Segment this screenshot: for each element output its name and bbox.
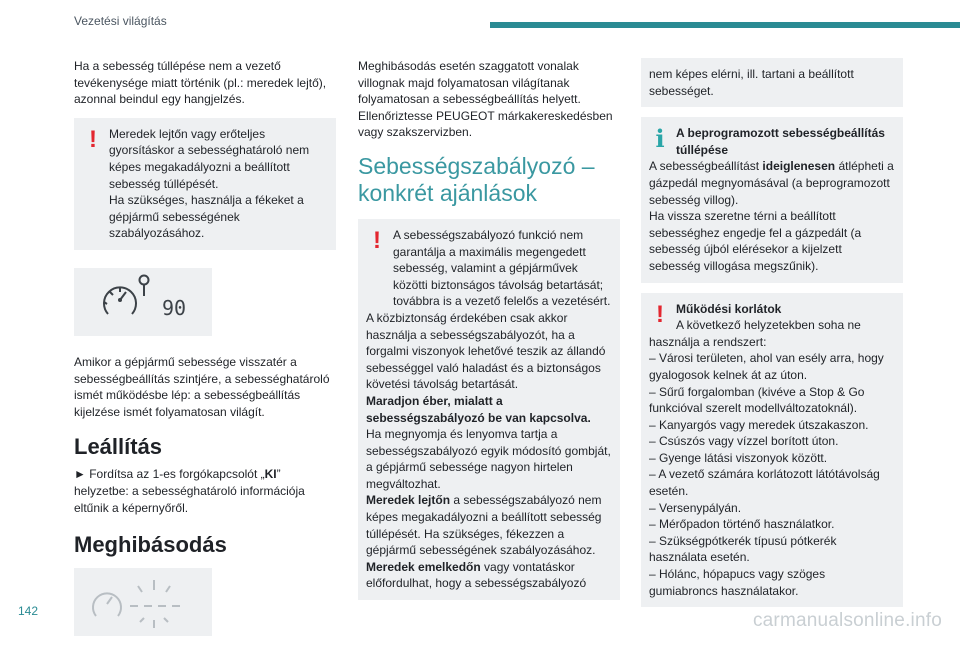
warning-exclamation-icon: ! bbox=[656, 300, 664, 328]
warning-exclamation-icon: ! bbox=[373, 226, 381, 254]
warning-text: A sebességszabályozó funkció nem garantálja a maximális megengedett sebesség, valamint a gépjárművek közötti biztonságos távolság betartását; továbbra is a vezető felelős a vezetésért. bbox=[393, 227, 611, 309]
watermark: carmanualsonline.info bbox=[752, 610, 942, 631]
heading-stop: Leállítás bbox=[74, 434, 163, 460]
warning-text: Ha megnyomja és lenyomva tartja a sebességszabályozó egyik módosító gombját, a gépjármű sebessége nagyon hirtelen megváltozhat. bbox=[366, 427, 611, 491]
warning-text: Meredek emelkedőn vagy vontatáskor előfordulhat, hogy a sebességszabályozó bbox=[366, 559, 587, 591]
limits-list-item: – Sűrű forgalomban (kivéve a Stop & Go funkcióval szerelt modellváltozatoknál). bbox=[649, 384, 865, 416]
limits-list-item: – Mérőpadon történő használatkor. bbox=[649, 517, 835, 532]
warning-text: Maradjon éber, mialatt a sebességszabályozó be van kapcsolva. bbox=[366, 393, 591, 425]
header-accent-bar bbox=[490, 22, 960, 28]
warning-text: Ha szükséges, használja a fékeket a gépjármű sebességének szabályozásához. bbox=[109, 193, 304, 241]
stop-paragraph: ► Fordítsa az 1-es forgókapcsolót „KI” helyzetbe: a sebességhatároló információja eltűnik a képernyőről. bbox=[74, 467, 305, 515]
info-text: Ha vissza szeretne térni a beállított sebességhez engedje fel a gázpedált (a sebesség újból elérésekor a kijelzett sebesség villogása megszűnik). bbox=[649, 209, 862, 273]
intro-paragraph: Ha a sebesség túllépése nem a vezető tevékenysége miatt történik (pl.: meredek lejtő), azonnal beindul egy hangjelzés. bbox=[74, 59, 327, 107]
after-display-paragraph: Amikor a gépjármű sebessége visszatér a sebességbeállítás szintjére, a sebességhatároló ismét működésbe lép: a sebességbeállítás kijelzése ismét folyamatosan világít. bbox=[74, 354, 330, 419]
fault-display-illustration bbox=[74, 568, 212, 636]
limits-intro: A következő helyzetekben soha ne használja a rendszert: bbox=[649, 318, 861, 349]
info-box bbox=[641, 117, 903, 282]
limits-list-item: – Gyenge látási viszonyok között. bbox=[649, 450, 828, 465]
column-2 bbox=[358, 58, 620, 600]
section-header: Vezetési világítás bbox=[74, 14, 167, 28]
warning-text: A közbiztonság érdekében csak akkor használja a sebességszabályozót, ha a forgalmi viszonyok lehetővé teszik az állandó sebességgel való haladást és a biztonságos követési távolság betartását. bbox=[366, 310, 606, 392]
heading-cruise-control: Sebességszabályozó – konkrét ajánlások bbox=[358, 152, 595, 206]
limits-list-item: – Szükségpótkerék típusú pótkerék használata esetén. bbox=[649, 533, 837, 565]
info-text: A sebességbeállítást ideiglenesen átlépheti a gázpedál megnyomásával (a beprogramozott sebesség villog). bbox=[649, 159, 894, 207]
warning-text: Meredek lejtőn vagy erőteljes gyorsításkor a sebességhatároló nem képes megakadályozni a beállított sebesség túllépését. bbox=[109, 126, 310, 191]
speed-value: 90 bbox=[162, 295, 187, 320]
limits-list bbox=[649, 350, 895, 599]
info-title: A beprogramozott sebességbeállítás túllépése bbox=[676, 126, 885, 157]
heading-fault: Meghibásodás bbox=[74, 532, 227, 558]
limits-list-item: – Kanyargós vagy meredek útszakaszon. bbox=[649, 417, 869, 432]
warning-exclamation-icon: ! bbox=[89, 125, 97, 153]
page-number: 142 bbox=[18, 604, 39, 618]
limits-list-item: – Versenypályán. bbox=[649, 500, 742, 515]
fault-speedometer-icon bbox=[74, 568, 212, 636]
speed-display-illustration bbox=[74, 268, 212, 336]
column-1 bbox=[74, 58, 336, 654]
fault-paragraph: Meghibásodás esetén szaggatott vonalak villognak majd folyamatosan világítanak folyamatosan a sebességbeállítás helyett. Ellenőriztesse PEUGEOT márkakereskedésben vagy szakszervizben. bbox=[358, 59, 613, 140]
warning-text: Meredek lejtőn a sebességszabályozó nem képes megakadályozni a beállított sebesség túllépését. Ha szükséges, fékezzen a gépjármű sebességének szabályozásához. bbox=[366, 493, 602, 558]
speedometer-icon bbox=[74, 268, 212, 336]
limits-warning-box bbox=[641, 293, 903, 608]
info-icon: i bbox=[655, 124, 665, 154]
limits-list-item: – Városi területen, ahol van esély arra, hogy gyalogosok kelnek át az úton. bbox=[649, 351, 884, 382]
warning-box bbox=[358, 219, 620, 600]
column-3 bbox=[641, 58, 903, 607]
warning-box bbox=[74, 118, 336, 250]
continued-text: nem képes elérni, ill. tartani a beállított sebességet. bbox=[649, 67, 854, 98]
limits-list-item: – A vezető számára korlátozott látótávolság esetén. bbox=[649, 467, 880, 499]
limits-title: Működési korlátok bbox=[676, 301, 782, 316]
limits-list-item: – Hólánc, hópapucs vagy szöges gumiabroncs használatakor. bbox=[649, 567, 826, 598]
continued-box bbox=[641, 58, 903, 107]
limits-list-item: – Csúszós vagy vízzel borított úton. bbox=[649, 434, 839, 449]
